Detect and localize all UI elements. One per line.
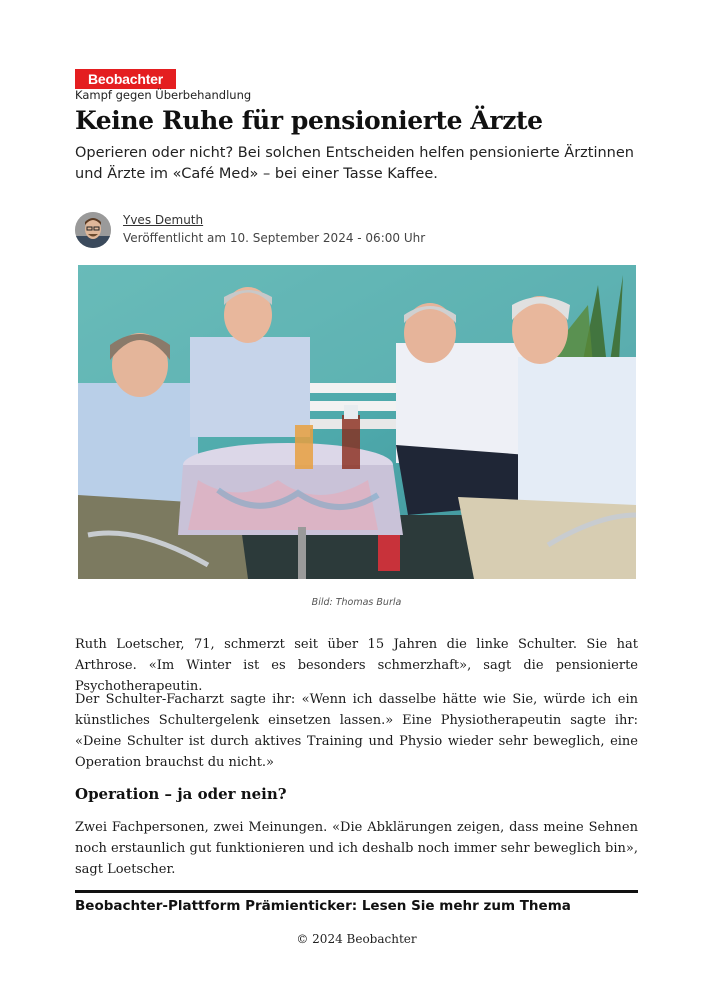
image-caption: Bild: Thomas Burla <box>311 597 402 608</box>
photo-four-men-at-cafe-table <box>78 265 636 579</box>
brand-logo[interactable]: Beobachter <box>75 69 176 89</box>
publish-date: Veröffentlicht am 10. September 2024 - 06:00 Uhr <box>123 231 426 245</box>
author-portrait-image <box>75 212 111 248</box>
article-kicker: Kampf gegen Überbehandlung <box>75 88 252 102</box>
article-photo <box>78 265 636 579</box>
body-paragraph-2: Der Schulter-Facharzt sagte ihr: «Wenn ich dasselbe hätte wie Sie, würde ich ein künstliches Schultergelenk einsetzen lassen.» Eine Physiotherapeutin sagte ihr: «Deine Schulter ist durch aktives Training und Physio wieder sehr beweglich, eine Operation brauchst du nicht.» <box>75 692 638 770</box>
author-avatar[interactable] <box>75 212 111 248</box>
divider <box>75 890 638 893</box>
article-title: Keine Ruhe für pensionierte Ärzte <box>75 106 543 135</box>
body-paragraph-1: Ruth Loetscher, 71, schmerzt seit über 15 Jahren die linke Schulter. Sie hat Arthrose. «Im Winter ist es besonders schmerzhaft», sagt die pensionierte Psychotherapeutin. <box>75 637 638 694</box>
author-link[interactable]: Yves Demuth <box>123 213 204 227</box>
copyright: © 2024 Beobachter <box>296 932 417 946</box>
article-lead: Operieren oder nicht? Bei solchen Entscheiden helfen pensionierte Ärztinnen und Ärzte im «Café Med» – bei einer Tasse Kaffee. <box>75 145 634 182</box>
body-paragraph-3: Zwei Fachpersonen, zwei Meinungen. «Die Abklärungen zeigen, dass meine Sehnen noch erstaunlich gut funktionieren und ich deshalb noch immer sehr beweglich bin», sagt Loetscher. <box>75 820 638 877</box>
section-heading: Operation – ja oder nein? <box>75 785 287 803</box>
promo-link[interactable]: Beobachter-Plattform Prämienticker: Lesen Sie mehr zum Thema <box>75 898 571 914</box>
